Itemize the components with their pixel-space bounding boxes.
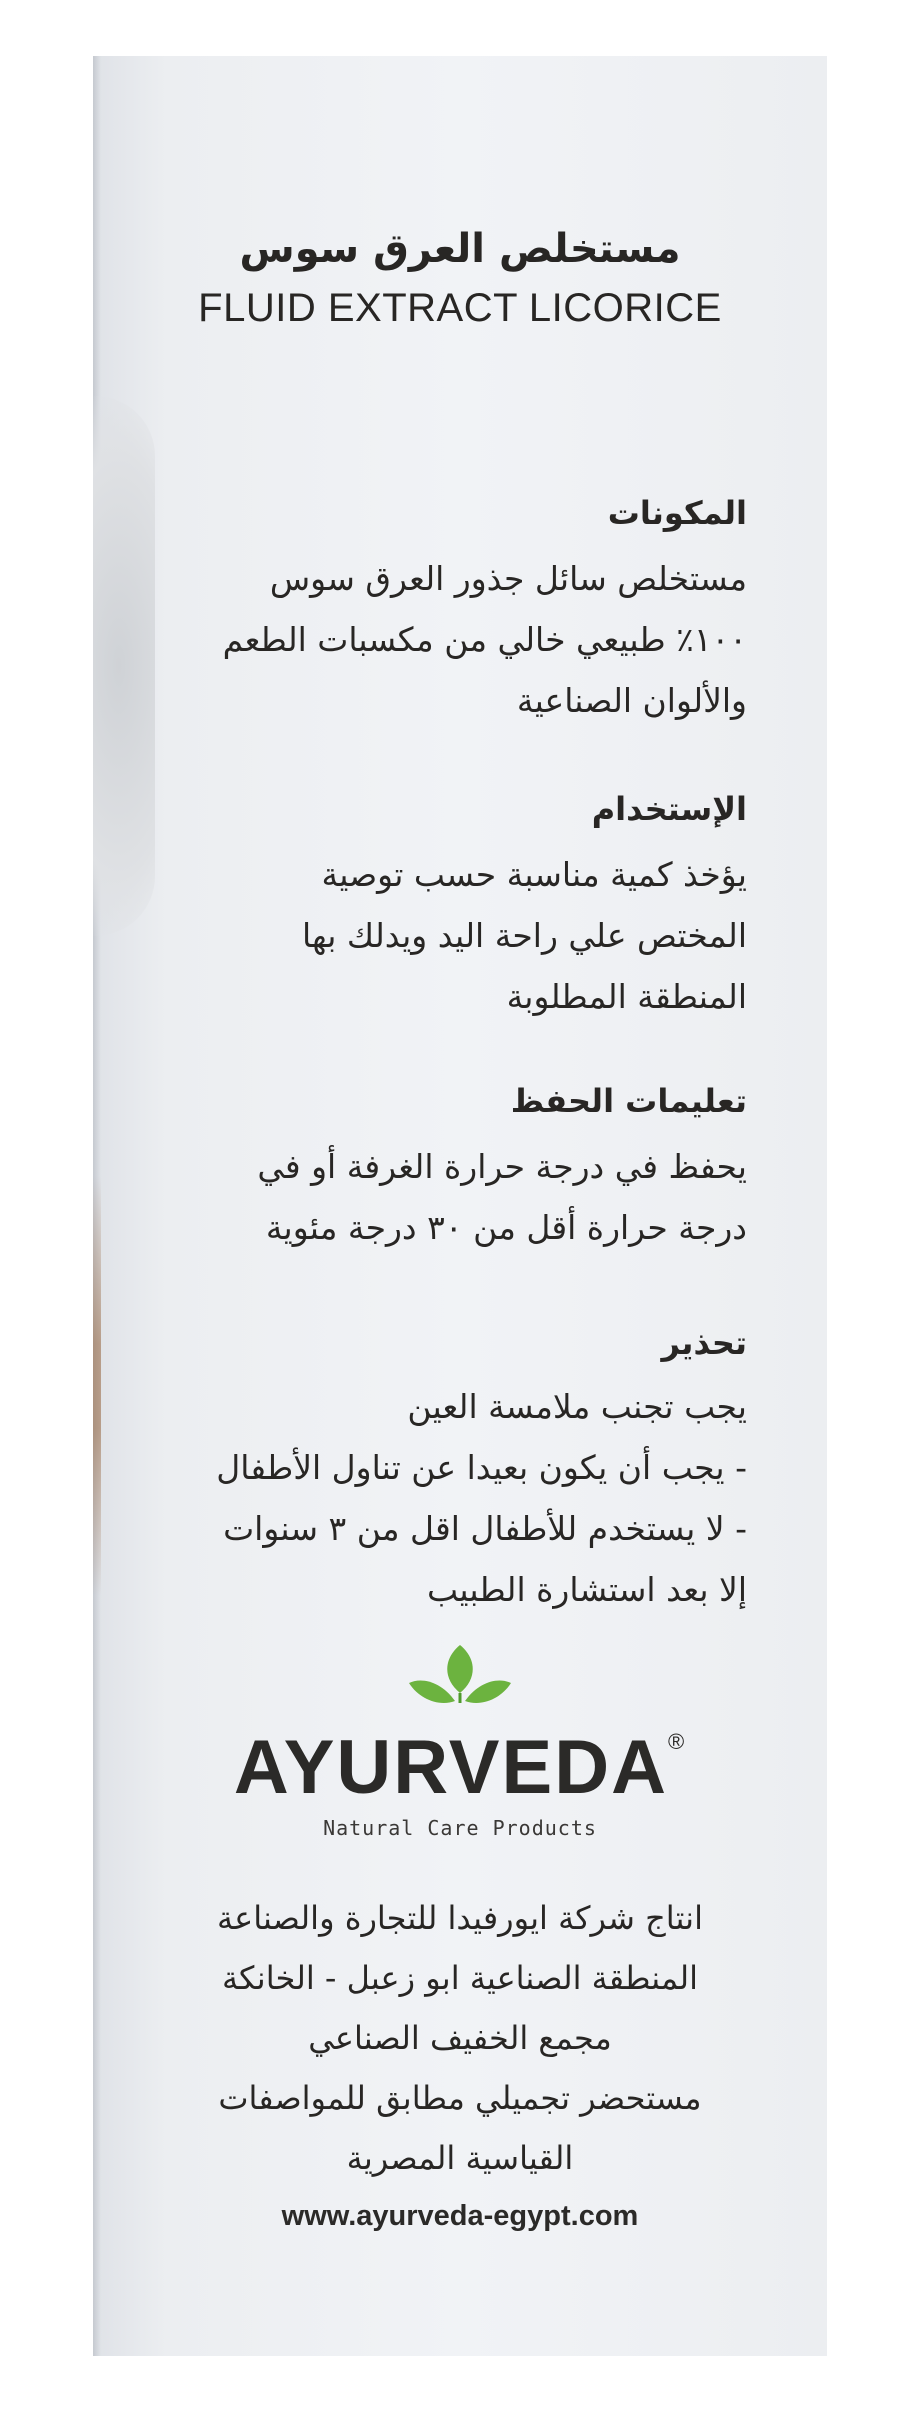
website-url: www.ayurveda-egypt.com [281, 2200, 639, 2232]
usage-body [133, 844, 747, 1027]
brand-logo [93, 1641, 827, 1725]
company-line: المنطقة الصناعية ابو زعبل - الخانكة [221, 1959, 699, 1997]
storage-body [133, 1136, 747, 1258]
storage-heading: تعليمات الحفظ [510, 1082, 747, 1120]
warning-line: - لا يستخدم للأطفال اقل من ٣ سنوات [223, 1509, 747, 1548]
ingredients-line: مستخلص سائل جذور العرق سوس [269, 559, 747, 598]
brand-name [93, 1724, 827, 1811]
usage-line: المختص علي راحة اليد ويدلك بها [301, 916, 747, 955]
brand-wordmark: AYURVEDA [233, 1725, 668, 1810]
usage-line: المنطقة المطلوبة [506, 977, 747, 1016]
warning-heading: تحذير [661, 1324, 747, 1362]
brand-tagline: Natural Care Products [323, 1816, 597, 1840]
bottle-edge-reflection [93, 1176, 101, 1596]
company-line: انتاج شركة ايورفيدا للتجارة والصناعة [217, 1899, 703, 1937]
product-title-english: FLUID EXTRACT LICORICE [198, 286, 722, 330]
ingredients-heading: المكونات [607, 494, 747, 532]
ingredients-line: والألوان الصناعية [516, 681, 747, 720]
company-line: القياسية المصرية [346, 2139, 574, 2177]
usage-heading: الإستخدام [591, 790, 747, 828]
company-info [133, 1888, 787, 2188]
product-title-arabic: مستخلص العرق سوس [239, 226, 681, 272]
storage-line: درجة حرارة أقل من ٣٠ درجة مئوية [265, 1208, 747, 1247]
warning-body [113, 1376, 747, 1620]
label-panel [93, 56, 827, 2356]
ingredients-body [133, 548, 747, 731]
leaf-logo-icon [405, 1641, 515, 1721]
company-line: مجمع الخفيف الصناعي [308, 2019, 612, 2057]
company-line: مستحضر تجميلي مطابق للمواصفات [218, 2079, 702, 2117]
usage-line: يؤخذ كمية مناسبة حسب توصية [321, 855, 747, 894]
warning-line: يجب تجنب ملامسة العين [407, 1387, 747, 1426]
warning-line: - يجب أن يكون بعيدا عن تناول الأطفال [216, 1448, 747, 1487]
storage-line: يحفظ في درجة حرارة الغرفة أو في [257, 1147, 747, 1186]
warning-line: إلا بعد استشارة الطبيب [427, 1570, 747, 1609]
registered-mark: ® [667, 1728, 687, 1754]
ingredients-line: ١٠٠٪ طبيعي خالي من مكسبات الطعم [222, 620, 747, 659]
